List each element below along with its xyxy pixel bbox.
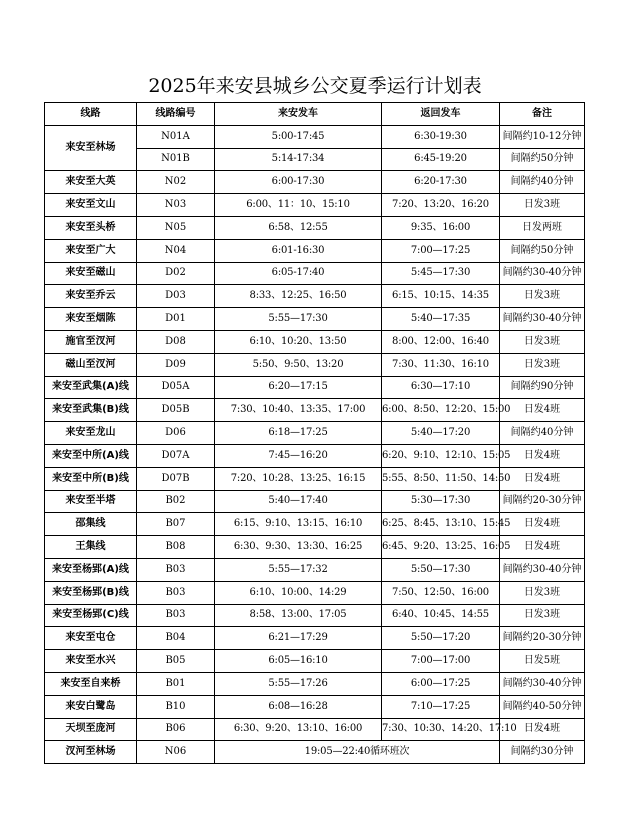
- route-name: 王集线: [45, 536, 137, 559]
- merged-schedule: 19:05—22:40循环班次: [215, 741, 500, 764]
- note: 间隔约10-12分钟: [500, 125, 585, 148]
- route-name: 来安至大英: [45, 171, 137, 194]
- route-code: B01: [137, 672, 215, 695]
- route-code: N01B: [137, 148, 215, 171]
- table-row: [45, 558, 585, 581]
- departure-times: 6:00-17:30: [215, 171, 382, 194]
- departure-times: 6:30、9:20、13:10、16:00: [215, 718, 382, 741]
- note: 日发3班: [500, 330, 585, 353]
- route-name: 来安至杨郢(B)线: [45, 581, 137, 604]
- route-code: B03: [137, 558, 215, 581]
- header-return: 返回发车: [382, 103, 500, 126]
- route-code: D08: [137, 330, 215, 353]
- departure-times: 6:58、12:55: [215, 216, 382, 239]
- note: 日发4班: [500, 399, 585, 422]
- note: 日发3班: [500, 285, 585, 308]
- route-code: D05B: [137, 399, 215, 422]
- table-row: [45, 718, 585, 741]
- table-row: [45, 695, 585, 718]
- table-row: [45, 125, 585, 148]
- route-name: 施官至汊河: [45, 330, 137, 353]
- route-code: N02: [137, 171, 215, 194]
- table-row: [45, 422, 585, 445]
- note: 间隔约40分钟: [500, 171, 585, 194]
- return-times: 6:40、10:45、14:55: [382, 604, 500, 627]
- note: 间隔约50分钟: [500, 148, 585, 171]
- departure-times: 6:05—16:10: [215, 650, 382, 673]
- route-name: 来安至屯仓: [45, 627, 137, 650]
- table-row: [45, 194, 585, 217]
- return-times: 7:10—17:25: [382, 695, 500, 718]
- route-name: 来安至文山: [45, 194, 137, 217]
- header-route: 线路: [45, 103, 137, 126]
- route-name: 邵集线: [45, 513, 137, 536]
- return-times: 8:00、12:00、16:40: [382, 330, 500, 353]
- return-times: 5:30—17:30: [382, 490, 500, 513]
- departure-times: 6:05-17:40: [215, 262, 382, 285]
- note: 日发两班: [500, 216, 585, 239]
- table-row: [45, 308, 585, 331]
- return-times: 7:50、12:50、16:00: [382, 581, 500, 604]
- return-times: 6:25、8:45、13:10、15:45: [382, 513, 500, 536]
- route-code: D03: [137, 285, 215, 308]
- return-times: 6:30-19:30: [382, 125, 500, 148]
- route-name: 来安至自来桥: [45, 672, 137, 695]
- table-row: [45, 604, 585, 627]
- departure-times: 6:30、9:30、13:30、16:25: [215, 536, 382, 559]
- note: 间隔约20-30分钟: [500, 627, 585, 650]
- return-times: 7:00—17:25: [382, 239, 500, 262]
- route-code: B02: [137, 490, 215, 513]
- route-name: 来安至乔云: [45, 285, 137, 308]
- note: 间隔约30-40分钟: [500, 672, 585, 695]
- note: 日发4班: [500, 444, 585, 467]
- route-name: 来安至中所(B)线: [45, 467, 137, 490]
- route-name: 来安至龙山: [45, 422, 137, 445]
- departure-times: 6:01-16:30: [215, 239, 382, 262]
- table-row: [45, 239, 585, 262]
- route-code: D05A: [137, 376, 215, 399]
- route-name: 来安至水兴: [45, 650, 137, 673]
- return-times: 6:00—17:25: [382, 672, 500, 695]
- departure-times: 6:00、11：10、15:10: [215, 194, 382, 217]
- return-times: 9:35、16:00: [382, 216, 500, 239]
- table-row: [45, 171, 585, 194]
- route-name: 来安至武集(B)线: [45, 399, 137, 422]
- table-row: [45, 216, 585, 239]
- departure-times: 6:15、9:10、13:15、16:10: [215, 513, 382, 536]
- route-code: B10: [137, 695, 215, 718]
- departure-times: 5:55—17:26: [215, 672, 382, 695]
- route-name: 磁山至汊河: [45, 353, 137, 376]
- table-row: [45, 650, 585, 673]
- route-name: 来安至林场: [45, 125, 137, 171]
- route-code: D07A: [137, 444, 215, 467]
- departure-times: 6:18—17:25: [215, 422, 382, 445]
- route-name: 来安至头桥: [45, 216, 137, 239]
- route-code: B04: [137, 627, 215, 650]
- return-times: 5:40—17:20: [382, 422, 500, 445]
- table-header-row: [45, 103, 585, 126]
- departure-times: 7:45—16:20: [215, 444, 382, 467]
- departure-times: 7:30、10:40、13:35、17:00: [215, 399, 382, 422]
- route-code: B03: [137, 604, 215, 627]
- departure-times: 6:10、10:00、14:29: [215, 581, 382, 604]
- route-name: 来安至广大: [45, 239, 137, 262]
- departure-times: 5:55—17:32: [215, 558, 382, 581]
- header-code: 线路编号: [137, 103, 215, 126]
- route-code: B06: [137, 718, 215, 741]
- note: 日发3班: [500, 353, 585, 376]
- table-row: [45, 513, 585, 536]
- note: 间隔约30-40分钟: [500, 308, 585, 331]
- return-times: 7:20、13:20、16:20: [382, 194, 500, 217]
- departure-times: 6:21—17:29: [215, 627, 382, 650]
- table-row: [45, 376, 585, 399]
- note: 间隔约50分钟: [500, 239, 585, 262]
- schedule-table: [44, 102, 585, 764]
- page-title: 2025年来安县城乡公交夏季运行计划表: [148, 75, 482, 97]
- return-times: 6:20-17:30: [382, 171, 500, 194]
- route-code: B08: [137, 536, 215, 559]
- table-body: [45, 125, 585, 763]
- route-code: D02: [137, 262, 215, 285]
- departure-times: 5:50、9:50、13:20: [215, 353, 382, 376]
- route-name: 来安白鹭岛: [45, 695, 137, 718]
- route-code: D09: [137, 353, 215, 376]
- note: 间隔约40-50分钟: [500, 695, 585, 718]
- route-name: 来安至磁山: [45, 262, 137, 285]
- note: 间隔约20-30分钟: [500, 490, 585, 513]
- table-row: [45, 627, 585, 650]
- return-times: 6:15、10:15、14:35: [382, 285, 500, 308]
- table-row: [45, 353, 585, 376]
- return-times: 6:20、9:10、12:10、15:05: [382, 444, 500, 467]
- departure-times: 8:58、13:00、17:05: [215, 604, 382, 627]
- table-row: [45, 285, 585, 308]
- table-row: [45, 262, 585, 285]
- route-name: 来安至中所(A)线: [45, 444, 137, 467]
- route-name: 天坝至庞河: [45, 718, 137, 741]
- route-code: D07B: [137, 467, 215, 490]
- return-times: 7:30、10:30、14:20、17:10: [382, 718, 500, 741]
- departure-times: 6:10、10:20、13:50: [215, 330, 382, 353]
- route-code: N04: [137, 239, 215, 262]
- header-note: 备注: [500, 103, 585, 126]
- return-times: 6:45-19:20: [382, 148, 500, 171]
- departure-times: 6:20—17:15: [215, 376, 382, 399]
- route-code: D01: [137, 308, 215, 331]
- note: 日发3班: [500, 194, 585, 217]
- departure-times: 5:00-17:45: [215, 125, 382, 148]
- table-row: [45, 467, 585, 490]
- return-times: 6:30—17:10: [382, 376, 500, 399]
- route-code: B05: [137, 650, 215, 673]
- return-times: 6:45、9:20、13:25、16:05: [382, 536, 500, 559]
- route-code: B03: [137, 581, 215, 604]
- route-name: 来安至杨郢(A)线: [45, 558, 137, 581]
- route-code: N06: [137, 741, 215, 764]
- note: 日发4班: [500, 513, 585, 536]
- table-row: [45, 330, 585, 353]
- table-row: [45, 581, 585, 604]
- return-times: 5:50—17:30: [382, 558, 500, 581]
- table-row: [45, 741, 585, 764]
- note: 间隔约40分钟: [500, 422, 585, 445]
- return-times: 5:55、8:50、11:50、14:50: [382, 467, 500, 490]
- header-departure: 来安发车: [215, 103, 382, 126]
- route-code: B07: [137, 513, 215, 536]
- note: 日发3班: [500, 581, 585, 604]
- route-code: N01A: [137, 125, 215, 148]
- table-row: [45, 399, 585, 422]
- route-name: 来安至烟陈: [45, 308, 137, 331]
- departure-times: 6:08—16:28: [215, 695, 382, 718]
- return-times: 6:00、8:50、12:20、15:00: [382, 399, 500, 422]
- route-code: N03: [137, 194, 215, 217]
- departure-times: 8:33、12:25、16:50: [215, 285, 382, 308]
- return-times: 5:45—17:30: [382, 262, 500, 285]
- table-row: [45, 490, 585, 513]
- table-row: [45, 536, 585, 559]
- note: 日发5班: [500, 650, 585, 673]
- note: 间隔约30-40分钟: [500, 262, 585, 285]
- note: 间隔约90分钟: [500, 376, 585, 399]
- departure-times: 5:55—17:30: [215, 308, 382, 331]
- return-times: 7:00—17:00: [382, 650, 500, 673]
- route-name: 来安至武集(A)线: [45, 376, 137, 399]
- route-name: 来安至杨郢(C)线: [45, 604, 137, 627]
- table-row: [45, 444, 585, 467]
- departure-times: 5:40—17:40: [215, 490, 382, 513]
- route-code: D06: [137, 422, 215, 445]
- return-times: 7:30、11:30、16:10: [382, 353, 500, 376]
- table-row: [45, 672, 585, 695]
- note: 日发4班: [500, 467, 585, 490]
- note: 日发3班: [500, 604, 585, 627]
- note: 日发4班: [500, 718, 585, 741]
- return-times: 5:50—17:20: [382, 627, 500, 650]
- note: 间隔约30-40分钟: [500, 558, 585, 581]
- route-name: 来安至半塔: [45, 490, 137, 513]
- route-name: 汊河至林场: [45, 741, 137, 764]
- return-times: 5:40—17:35: [382, 308, 500, 331]
- note: 日发4班: [500, 536, 585, 559]
- route-code: N05: [137, 216, 215, 239]
- departure-times: 5:14-17:34: [215, 148, 382, 171]
- departure-times: 7:20、10:28、13:25、16:15: [215, 467, 382, 490]
- note: 间隔约30分钟: [500, 741, 585, 764]
